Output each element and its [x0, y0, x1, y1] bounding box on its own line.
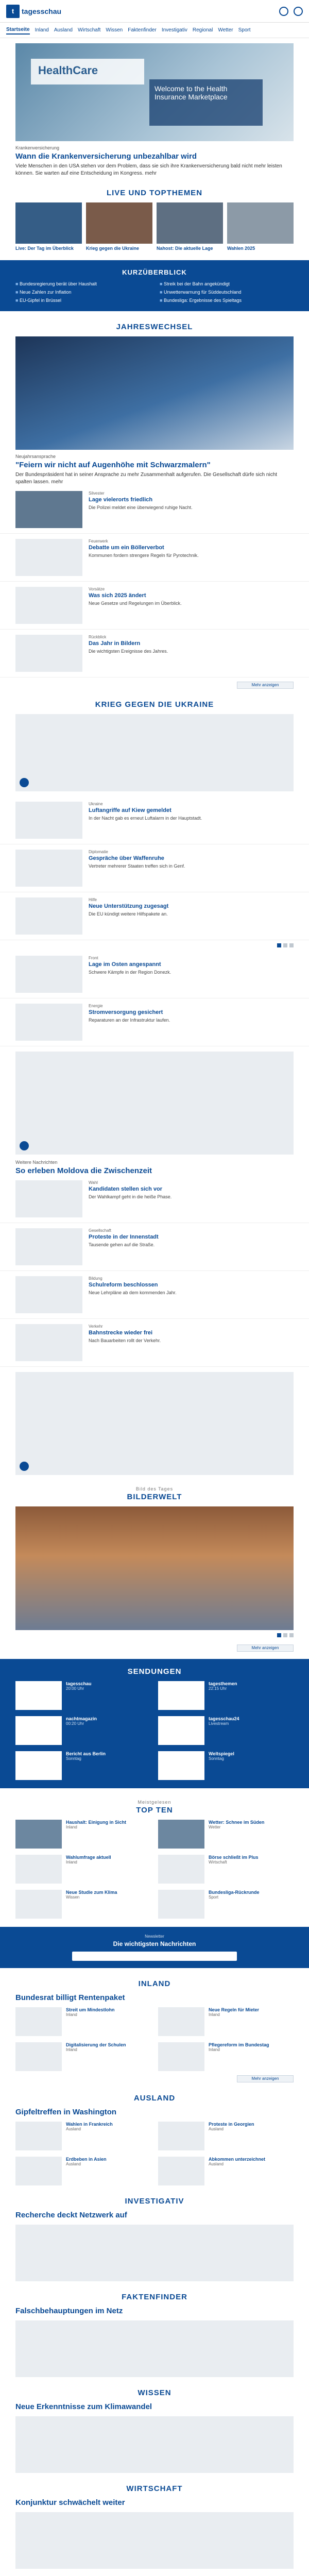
weiter-headline[interactable]: So erleben Moldova die Zwischenzeit	[15, 1166, 152, 1175]
wissen-title: WISSEN	[138, 2388, 171, 2397]
newsletter-title: Die wichtigsten Nachrichten	[113, 1940, 196, 1947]
logo-text: tagesschau	[22, 7, 62, 15]
item-title: Wahlumfrage aktuell	[66, 1855, 111, 1860]
wirtschaft-headline[interactable]: Konjunktur schwächelt weiter	[15, 2498, 125, 2507]
item-headline: Bahnstrecke wieder frei	[89, 1330, 153, 1336]
live-card-caption: Nahost: Die aktuelle Lage	[157, 246, 213, 251]
list-item[interactable]	[0, 534, 309, 582]
item-headline: Kandidaten stellen sich vor	[89, 1186, 163, 1192]
logo[interactable]	[6, 5, 61, 18]
live-cards	[0, 202, 309, 251]
live-section-title: LIVE UND TOPTHEMEN	[106, 189, 203, 197]
item-sub: Ausland	[209, 2127, 224, 2131]
item-title: nachtmagazin	[66, 1716, 97, 1721]
item-title: Abkommen unterzeichnet	[209, 2157, 266, 2162]
nav-item-wetter[interactable]: Wetter	[218, 27, 233, 33]
item-headline: Proteste in der Innenstadt	[89, 1234, 159, 1240]
list-item[interactable]	[0, 1223, 309, 1271]
item-teaser: Kommunen fordern strengere Regeln für Pyrotechnik.	[89, 553, 199, 558]
item-topline: Silvester	[89, 491, 105, 496]
jahres-topline: Neujahrsansprache	[15, 454, 56, 459]
list-item[interactable]	[0, 1271, 309, 1319]
fakten-headline[interactable]: Falschbehauptungen im Netz	[15, 2307, 123, 2315]
live-card[interactable]	[157, 202, 223, 251]
item-teaser: Der Wahlkampf geht in die heiße Phase.	[89, 1194, 172, 1199]
kurzueberblick-box	[0, 260, 309, 311]
wissen-headline[interactable]: Neue Erkenntnisse zum Klimawandel	[15, 2402, 152, 2411]
item-headline: Schulreform beschlossen	[89, 1282, 158, 1288]
item-sub: 00:20 Uhr	[66, 1721, 84, 1726]
logo-mark: t	[6, 5, 20, 18]
list-item[interactable]	[158, 1855, 294, 1884]
wirtschaft-teaser-image[interactable]	[15, 2512, 294, 2569]
nav-item-ausland[interactable]: Ausland	[54, 27, 73, 33]
topten-title: TOP TEN	[136, 1806, 173, 1815]
fakten-teaser-image[interactable]	[15, 2320, 294, 2377]
jahres-teaser: Der Bundespräsident hat in seiner Ansprache zu mehr Zusammenhalt aufgerufen. Die Gesellschaft dürfe sich nicht spalten lassen. mehr	[15, 472, 278, 485]
jahres-title: JAHRESWECHSEL	[116, 323, 193, 331]
item-headline: Lage im Osten angespannt	[89, 961, 161, 968]
list-item[interactable]	[15, 1681, 151, 1710]
hero-sign: HealthCare	[31, 59, 144, 84]
item-title: Wetter: Schnee im Süden	[209, 1820, 265, 1825]
item-sub: Ausland	[66, 2162, 81, 2166]
play-icon[interactable]	[20, 778, 29, 787]
item-sub: Inland	[66, 1860, 77, 1865]
item-sub: Wetter	[209, 1825, 221, 1829]
item-topline: Verkehr	[89, 1324, 103, 1329]
item-sub: Inland	[66, 2012, 77, 2017]
pager-dot[interactable]	[277, 1633, 281, 1637]
item-headline: Luftangriffe auf Kiew gemeldet	[89, 807, 171, 814]
pager-dot[interactable]	[277, 943, 281, 947]
list-item[interactable]	[0, 1319, 309, 1367]
live-card[interactable]	[15, 202, 82, 251]
jahres-headline[interactable]: "Feiern wir nicht auf Augenhöhe mit Schwarzmalern"	[15, 461, 211, 469]
sendungen-section	[0, 1659, 309, 1788]
kurz-item[interactable]: ■ Unwetterwarnung für Süddeutschland	[160, 290, 294, 295]
pager-dot[interactable]	[289, 943, 294, 947]
item-title: Börse schließt im Plus	[209, 1855, 259, 1860]
live-card-caption: Krieg gegen die Ukraine	[86, 246, 140, 251]
item-topline: Front	[89, 956, 98, 960]
list-item[interactable]	[0, 796, 309, 844]
item-teaser: Schwere Kämpfe in der Region Donezk.	[89, 970, 171, 975]
weiter-video[interactable]	[15, 1372, 294, 1475]
item-title: Digitalisierung der Schulen	[66, 2042, 126, 2047]
hero-teaser: Viele Menschen in den USA stehen vor dem Problem, dass sie sich ihre Krankenversicherung bald nicht mehr leisten können. Sie warten auf eine Entscheidung im Kongress. mehr	[15, 163, 282, 176]
nav-item-investigativ[interactable]: Investigativ	[161, 27, 187, 33]
item-teaser: Vertreter mehrerer Staaten treffen sich in Genf.	[89, 863, 185, 869]
item-headline: Stromversorgung gesichert	[89, 1009, 163, 1015]
item-title: tagesschau	[66, 1681, 92, 1686]
item-sub: Inland	[209, 2012, 220, 2017]
list-item[interactable]	[0, 844, 309, 892]
live-card-caption: Live: Der Tag im Überblick	[15, 246, 74, 251]
item-sub: Livestream	[209, 1721, 229, 1726]
bild-small: Bild des Tages	[135, 1486, 174, 1492]
item-title: Neue Regeln für Mieter	[209, 2007, 260, 2012]
item-sub: 20:00 Uhr	[66, 1686, 84, 1691]
kurz-item[interactable]: ■ Bundesliga: Ergebnisse des Spieltags	[160, 298, 294, 303]
pager	[0, 940, 309, 951]
pager-dot[interactable]	[289, 1633, 294, 1637]
kurz-item[interactable]: ■ Bundesregierung berät über Haushalt	[15, 281, 149, 286]
item-sub: Sonntag	[209, 1756, 224, 1761]
fakten-title: FAKTENFINDER	[122, 2293, 187, 2301]
item-teaser: In der Nacht gab es erneut Luftalarm in der Hauptstadt.	[89, 816, 202, 821]
sendungen-title: SENDUNGEN	[127, 1667, 182, 1676]
item-headline: Gespräche über Waffenruhe	[89, 855, 164, 861]
kurz-title: KURZÜBERBLICK	[122, 268, 187, 276]
site-header	[0, 0, 309, 23]
item-title: Neue Studie zum Klima	[66, 1890, 117, 1895]
item-sub: Inland	[209, 2047, 220, 2052]
kurz-item[interactable]: ■ EU-Gipfel in Brüssel	[15, 298, 149, 303]
krieg-video[interactable]	[15, 714, 294, 791]
list-item[interactable]	[15, 1751, 151, 1780]
nav-item-faktenfinder[interactable]: Faktenfinder	[128, 27, 157, 33]
item-sub: Sonntag	[66, 1756, 81, 1761]
list-item[interactable]	[158, 2042, 294, 2071]
wissen-teaser-image[interactable]	[15, 2416, 294, 2473]
item-topline: Feuerwerk	[89, 539, 108, 544]
item-teaser: Die EU kündigt weitere Hilfspakete an.	[89, 911, 168, 917]
item-sub: Ausland	[66, 2127, 81, 2131]
item-title: Proteste in Georgien	[209, 2122, 254, 2127]
nav-item-regional[interactable]: Regional	[192, 27, 213, 33]
item-teaser: Die wichtigsten Ereignisse des Jahres.	[89, 649, 168, 654]
item-sub: Wissen	[66, 1895, 80, 1900]
live-card[interactable]	[86, 202, 152, 251]
topten-small: Meistgelesen	[138, 1800, 171, 1805]
hero-headline[interactable]: Wann die Krankenversicherung unbezahlbar wird	[15, 152, 197, 161]
more-button[interactable]: Mehr anzeigen	[237, 1645, 294, 1652]
menu-icon[interactable]	[294, 7, 303, 16]
jahres-image[interactable]	[15, 336, 294, 450]
list-item[interactable]	[0, 892, 309, 940]
item-topline: Diplomatie	[89, 850, 108, 854]
list-item[interactable]	[15, 2007, 151, 2036]
live-card[interactable]	[227, 202, 294, 251]
invest-title: INVESTIGATIV	[125, 2197, 184, 2206]
weiter-topline: Weitere Nachrichten	[15, 1160, 58, 1165]
item-title: tagesthemen	[209, 1681, 237, 1686]
item-sub: Inland	[66, 1825, 77, 1829]
item-sub: Inland	[66, 2047, 77, 2052]
nav-item-inland[interactable]: Inland	[35, 27, 49, 33]
list-item[interactable]	[0, 630, 309, 677]
item-teaser: Neue Gesetze und Regelungen im Überblick.	[89, 601, 182, 606]
list-item[interactable]	[15, 2042, 151, 2071]
item-title: Pflegereform im Bundestag	[209, 2042, 269, 2047]
inland-title: INLAND	[138, 1979, 171, 1988]
item-sub: 22:15 Uhr	[209, 1686, 227, 1691]
item-teaser: Tausende gehen auf die Straße.	[89, 1242, 155, 1247]
item-title: Erdbeben in Asien	[66, 2157, 107, 2162]
item-topline: Wahl	[89, 1180, 98, 1185]
kurz-item[interactable]: ■ Streik bei der Bahn angekündigt	[160, 281, 294, 286]
item-sub: Ausland	[209, 2162, 224, 2166]
newsletter-label: Newsletter	[145, 1934, 164, 1939]
search-icon[interactable]	[279, 7, 288, 16]
pager-dot[interactable]	[283, 943, 287, 947]
item-sub: Sport	[209, 1895, 219, 1900]
list-item[interactable]	[0, 1175, 309, 1223]
item-title: Bundesliga-Rückrunde	[209, 1890, 260, 1895]
main-nav	[0, 23, 309, 38]
newsletter-box	[0, 1927, 309, 1968]
item-headline: Lage vielerorts friedlich	[89, 497, 153, 503]
krieg-title: KRIEG GEGEN DIE UKRAINE	[95, 700, 214, 709]
nav-item-wissen[interactable]: Wissen	[106, 27, 123, 33]
more-button[interactable]: Mehr anzeigen	[237, 2075, 294, 2082]
item-title: tagesschau24	[209, 1716, 239, 1721]
hero-image[interactable]	[15, 43, 294, 141]
bilderwelt-image[interactable]	[15, 1506, 294, 1630]
invest-teaser-image[interactable]	[15, 2225, 294, 2281]
item-headline: Das Jahr in Bildern	[89, 640, 141, 647]
list-item[interactable]	[158, 1890, 294, 1919]
list-item[interactable]	[15, 1820, 151, 1849]
item-topline: Rückblick	[89, 635, 107, 639]
list-item[interactable]	[15, 1855, 151, 1884]
play-icon[interactable]	[20, 1462, 29, 1471]
item-teaser: Reparaturen an der Infrastruktur laufen.	[89, 1018, 170, 1023]
item-topline: Vorsätze	[89, 587, 105, 591]
list-item[interactable]	[158, 1820, 294, 1849]
newsletter-email-input[interactable]	[72, 1952, 237, 1961]
item-teaser: Die Polizei meldet eine überwiegend ruhige Nacht.	[89, 505, 193, 510]
live-card-caption: Wahlen 2025	[227, 246, 255, 251]
list-item[interactable]	[158, 1681, 294, 1710]
list-item[interactable]	[0, 486, 309, 534]
item-title: Streit um Mindestlohn	[66, 2007, 115, 2012]
hero-sign-text: Welcome to the Health Insurance Marketplace	[149, 79, 263, 126]
item-title: Haushalt: Einigung in Sicht	[66, 1820, 126, 1825]
wirtschaft-title: WIRTSCHAFT	[126, 2484, 183, 2493]
list-item[interactable]	[158, 1716, 294, 1745]
pager-dot[interactable]	[283, 1633, 287, 1637]
kurz-item[interactable]: ■ Neue Zahlen zur Inflation	[15, 290, 149, 295]
item-headline: Neue Unterstützung zugesagt	[89, 903, 169, 909]
item-topline: Ukraine	[89, 802, 103, 806]
list-item[interactable]	[15, 1716, 151, 1745]
list-item[interactable]	[0, 582, 309, 630]
item-teaser: Nach Bauarbeiten rollt der Verkehr.	[89, 1338, 161, 1343]
inland-headline[interactable]: Bundesrat billigt Rentenpaket	[15, 1993, 125, 2002]
list-item[interactable]	[0, 951, 309, 998]
item-title: Bericht aus Berlin	[66, 1751, 106, 1756]
hero-topline: Krankenversicherung	[15, 145, 60, 150]
item-topline: Energie	[89, 1004, 103, 1008]
nav-item-sport[interactable]: Sport	[238, 27, 251, 33]
list-item[interactable]	[15, 2157, 151, 2185]
more-button[interactable]: Mehr anzeigen	[237, 682, 294, 689]
list-item[interactable]	[158, 2157, 294, 2185]
list-item[interactable]	[158, 1751, 294, 1780]
item-title: Weltspiegel	[209, 1751, 234, 1756]
pager	[0, 1630, 309, 1640]
list-item[interactable]	[158, 2007, 294, 2036]
list-item[interactable]	[158, 2122, 294, 2150]
item-topline: Bildung	[89, 1276, 102, 1281]
item-headline: Debatte um ein Böllerverbot	[89, 545, 164, 551]
item-title: Wahlen in Frankreich	[66, 2122, 113, 2127]
bild-title: BILDERWELT	[127, 1493, 182, 1501]
ausland-title: AUSLAND	[133, 2094, 176, 2103]
item-teaser: Neue Lehrpläne ab dem kommenden Jahr.	[89, 1290, 177, 1295]
krieg-video-2[interactable]	[15, 1052, 294, 1155]
nav-item-wirtschaft[interactable]: Wirtschaft	[77, 27, 101, 33]
invest-headline[interactable]: Recherche deckt Netzwerk auf	[15, 2211, 127, 2219]
list-item[interactable]	[15, 2122, 151, 2150]
list-item[interactable]	[15, 1890, 151, 1919]
play-icon[interactable]	[20, 1141, 29, 1150]
list-item[interactable]	[0, 998, 309, 1046]
item-topline: Hilfe	[89, 897, 97, 902]
item-topline: Gesellschaft	[89, 1228, 112, 1233]
ausland-headline[interactable]: Gipfeltreffen in Washington	[15, 2108, 117, 2116]
item-headline: Was sich 2025 ändert	[89, 592, 146, 599]
nav-item-start[interactable]: Startseite	[6, 26, 30, 35]
item-sub: Wirtschaft	[209, 1860, 227, 1865]
